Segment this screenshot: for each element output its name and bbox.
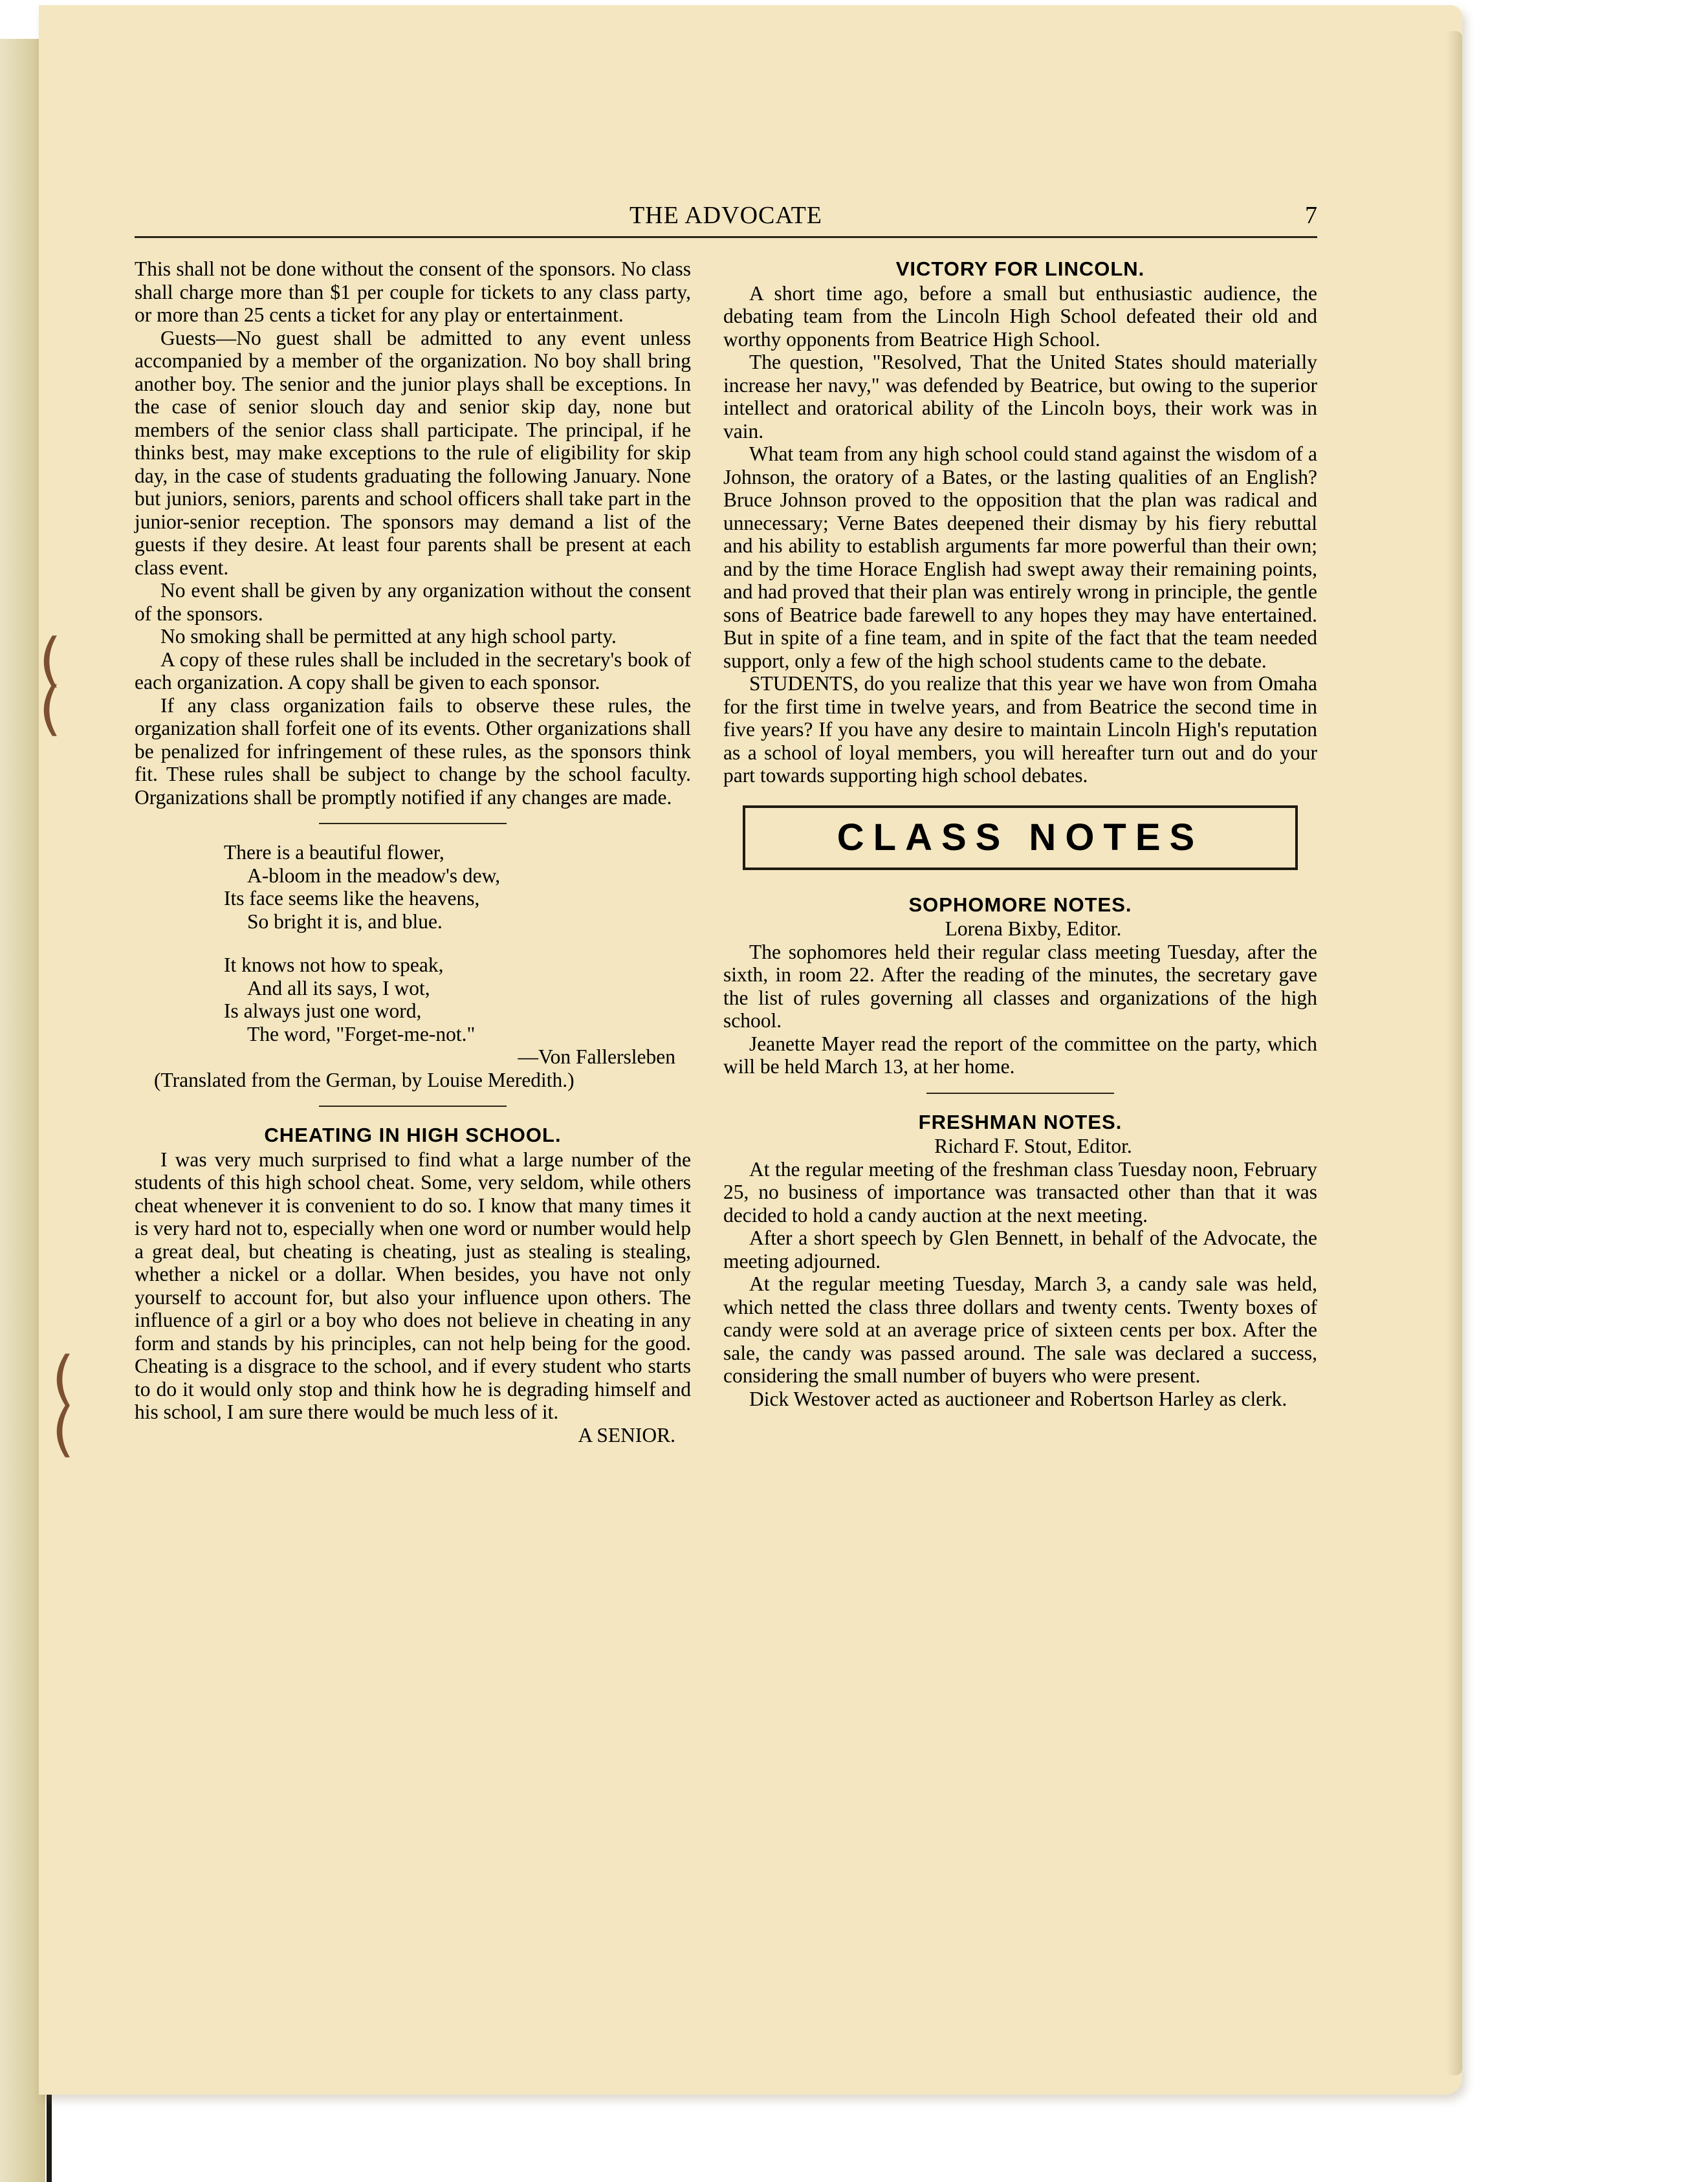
poem-line: And all its says, I wot, [247, 976, 430, 999]
victory-paragraph: The question, "Resolved, That the United States should materially increase her navy," was defended by Beatrice, but owing to the superior intellect and oratorical ability of the Lincoln boys, their work was in vain. [723, 351, 1317, 442]
poem-line: So bright it is, and blue. [247, 910, 443, 933]
article-body-cheating: I was very much surprised to find what a large number of the students of this high school cheat. Some, very seldom, while others cheat whenever it is convenient to do so. I know that many times it is very hard not to, especially when one word or number would help a great deal, but cheating is cheating, just as stealing is stealing, whether a nickel or a dollar. When besides, you have not only yourself to account for, but also your influence upon others. The influence of a girl or a boy who does not believe in cheating in any form and stands by his principles, can not help being for the good. Cheating is a disgrace to the school, and if every student who starts to do it would only stop and think how he is degrading himself and his school, I am sure there would be much less of it. [135, 1148, 691, 1423]
freshman-notes-heading: FRESHMAN NOTES. [918, 1110, 1122, 1133]
freshman-paragraph: After a short speech by Glen Bennett, in behalf of the Advocate, the meeting adjourned. [723, 1227, 1317, 1272]
sophomore-notes-heading: SOPHOMORE NOTES. [908, 893, 1132, 916]
freshman-paragraph: Dick Westover acted as auctioneer and Robertson Harley as clerk. [749, 1387, 1287, 1410]
staple-icon: ( [39, 675, 62, 743]
rules-paragraph: If any class organization fails to observe these rules, the organization shall forfeit one of its events. Other organizations shall be penalized for infringement of these rules, as the sponsors think fit. These rules shall be subject to change by the school faculty. Organizations shall be promptly notified if any changes are made. [135, 693, 691, 809]
poem-line: Its face seems like the heavens, [224, 887, 480, 910]
rules-paragraph: Guests—No guest shall be admitted to any event unless accompanied by a member of the organization. No boy shall bring another boy. The senior and the junior plays shall be exceptions. In the case of senior slouch day and senior skip day, none but members of the senior class shall participate. The principal, if he thinks best, may make exceptions to the rule of eligibility for skip day, in the case of students graduating the following January. None but juniors, seniors, parents and school officers shall take part in the junior-senior reception. The sponsors may demand a list of the guests if they desire. At least four parents shall be present at each class event. [135, 326, 691, 579]
freshman-paragraph: At the regular meeting of the freshman class Tuesday noon, February 25, no business of importance was transacted other than that it was decided to hold a candy auction at the next meeting. [723, 1157, 1317, 1227]
class-notes-banner: CLASS NOTES [743, 805, 1298, 870]
article-signature: A SENIOR. [578, 1423, 675, 1446]
rules-paragraph: No smoking shall be permitted at any high school party. [160, 625, 617, 648]
rules-paragraph: No event shall be given by any organization without the consent of the sponsors. [135, 579, 691, 625]
freshman-editor: Richard F. Stout, Editor. [934, 1135, 1132, 1157]
staple-icon: ( [52, 1396, 75, 1464]
publication-title: THE ADVOCATE [629, 202, 823, 229]
poem-attribution: —Von Fallersleben [518, 1045, 675, 1068]
running-header [135, 196, 1317, 240]
rules-paragraph: A copy of these rules shall be included in the secretary's book of each organization. A copy shall be given to each sponsor. [135, 648, 691, 693]
freshman-paragraph: At the regular meeting Tuesday, March 3, a candy sale was held, which netted the class three dollars and twenty cents. Twenty boxes of candy were sold at an average price of sixteen cents per box. After the sale, the candy was passed around. The sale was declared a success, considering the small number of buyers who were present. [723, 1272, 1317, 1387]
poem-line: It knows not how to speak, [224, 954, 444, 976]
page-number: 7 [1305, 202, 1317, 229]
left-column [135, 257, 691, 1446]
rules-paragraph: This shall not be done without the consent of the sponsors. No class shall charge more than $1 per couple for tickets to any class party, or more than 25 cents a ticket for any play or entertainment. [135, 257, 691, 326]
staple-icon: ( [52, 1344, 75, 1412]
section-divider [319, 1106, 507, 1107]
poem-line: The word, "Forget-me-not." [247, 1022, 476, 1045]
poem-line: There is a beautiful flower, [224, 841, 444, 864]
sophomore-paragraph: The sophomores held their regular class meeting Tuesday, after the sixth, in room 22. After the reading of the minutes, the secretary gave the list of rules governing all classes and organizations of the high school. [723, 940, 1317, 1032]
article-heading-victory: VICTORY FOR LINCOLN. [895, 257, 1145, 280]
header-rule [135, 236, 1317, 238]
sophomore-paragraph: Jeanette Mayer read the report of the committee on the party, which will be held March 13, at her home. [723, 1032, 1317, 1078]
poem [224, 841, 691, 1045]
sophomore-editor: Lorena Bixby, Editor. [945, 917, 1122, 940]
right-column [723, 257, 1317, 1410]
poem-line: A-bloom in the meadow's dew, [247, 864, 501, 887]
victory-paragraph: What team from any high school could stand against the wisdom of a Johnson, the oratory of a Bates, or the lasting qualities of an English? Bruce Johnson proved to the opposition that the plan was radical and unnecessary; Verne Bates deepened their dismay by his fiery rebuttal and his ability to establish arguments far more powerful than their own; and by the time Horace English had swept away their remaining points, and had proved that their plan was entirely wrong in principle, the gentle sons of Beatrice bade farewell to any hopes they may have entertained. But in spite of a fine team, and in spite of the fact that the team needed support, only a few of the high school students came to the debate. [723, 442, 1317, 672]
translation-note: (Translated from the German, by Louise Meredith.) [154, 1068, 575, 1091]
staple-icon: ( [39, 626, 62, 694]
victory-paragraph: STUDENTS, do you realize that this year we have won from Omaha for the first time in twelve years, and from Beatrice the second time in five years? If you have any desire to maintain Lincoln High's reputation as a school of loyal members, you will hereafter turn out and do your part towards supporting high school debates. [723, 672, 1317, 787]
section-divider [319, 823, 507, 824]
victory-paragraph: A short time ago, before a small but enthusiastic audience, the debating team from the Lincoln High School defeated their old and worthy opponents from Beatrice High School. [723, 281, 1317, 351]
section-divider [926, 1093, 1114, 1094]
article-heading-cheating: CHEATING IN HIGH SCHOOL. [264, 1124, 562, 1146]
poem-line: Is always just one word, [224, 999, 422, 1022]
